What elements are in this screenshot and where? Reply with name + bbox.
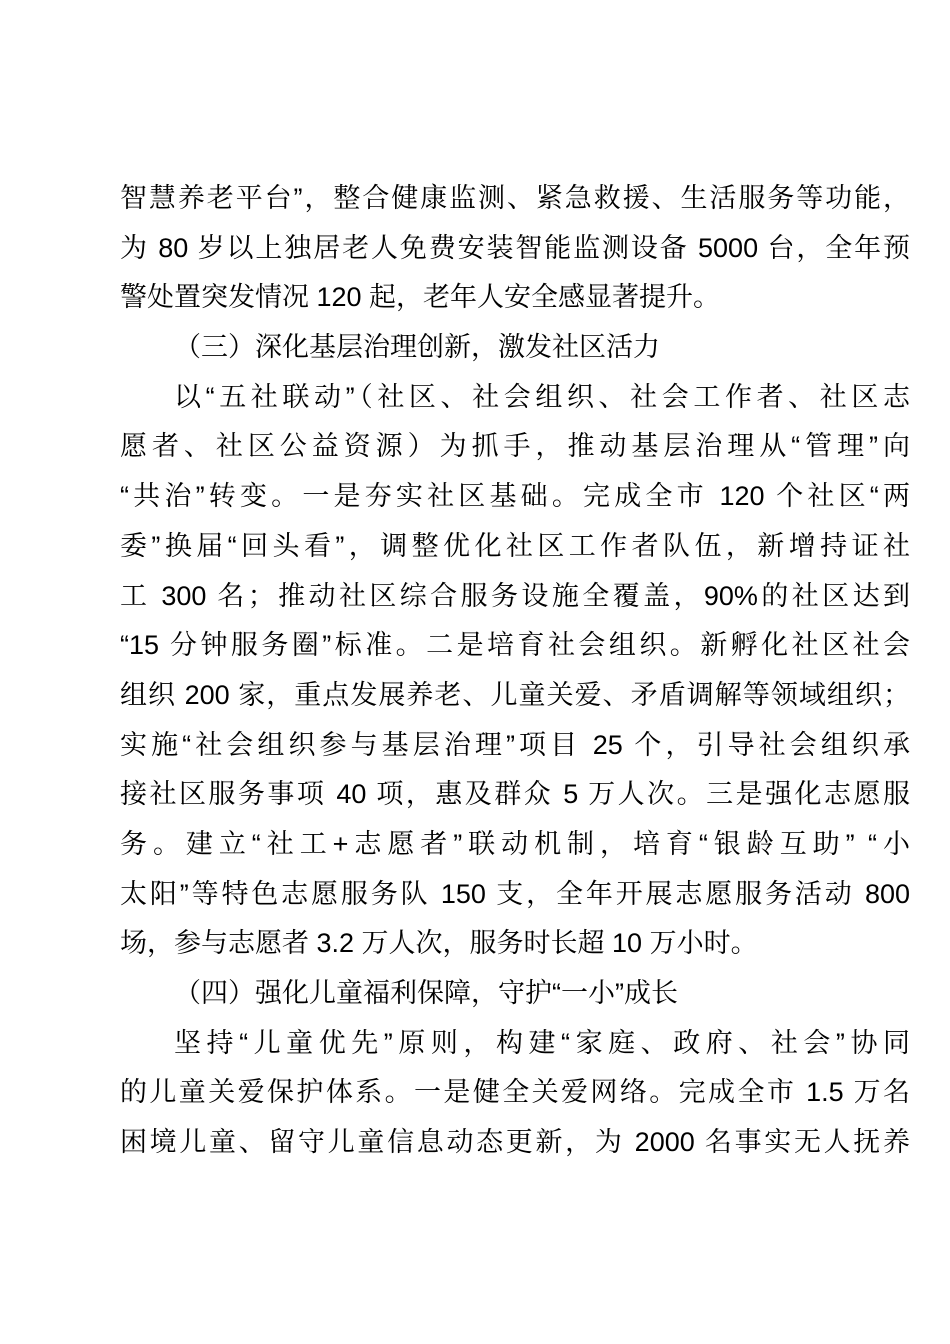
section-heading: （四）强化儿童福利保障，守护“一小”成长: [174, 978, 678, 1008]
text-line: 困境儿童、留守儿童信息动态更新，为 2000 名事实无人抚养: [120, 1127, 910, 1158]
text-line: 警处置突发情况 120 起，老年人安全感显著提升。: [120, 282, 721, 313]
text-line: “共治”转变。一是夯实社区基础。完成全市 120 个社区“两: [120, 481, 910, 512]
text-line: “15 分钟服务圈”标准。二是培育社会组织。新孵化社区社会: [120, 630, 910, 661]
section-heading: （三）深化基层治理创新，激发社区活力: [174, 332, 660, 363]
text-line: 的儿童关爱保护体系。一是健全关爱网络。完成全市 1.5 万名: [120, 1077, 910, 1108]
text-line: 为 80 岁以上独居老人免费安装智能监测设备 5000 台，全年预: [120, 232, 910, 263]
document-body: [120, 174, 910, 1168]
text-line: 愿者、社区公益资源）为抓手，推动基层治理从“管理”向: [120, 431, 910, 462]
text-line: 务。建立“社工+志愿者”联动机制，培育“银龄互助” “小: [120, 828, 910, 859]
text-line: 智慧养老平台”，整合健康监测、紧急救援、生活服务等功能，: [120, 183, 910, 213]
text-line: 接社区服务事项 40 项，惠及群众 5 万人次。三是强化志愿服: [120, 779, 910, 810]
text-line: 坚持“儿童优先”原则，构建“家庭、政府、社会”协同: [174, 1027, 910, 1058]
text-line: 组织 200 家，重点发展养老、儿童关爱、矛盾调解等领域组织；: [120, 679, 910, 710]
text-line: 实施“社会组织参与基层治理”项目 25 个，引导社会组织承: [120, 729, 910, 760]
text-line: 太阳”等特色志愿服务队 150 支，全年开展志愿服务活动 800: [120, 878, 910, 909]
text-line: 以“五社联动”（社区、社会组织、社会工作者、社区志: [174, 381, 910, 412]
text-line: 委”换届“回头看”，调整优化社区工作者队伍，新增持证社: [120, 530, 910, 561]
text-line: 工 300 名；推动社区综合服务设施全覆盖，90%的社区达到: [120, 580, 910, 611]
text-line: 场，参与志愿者 3.2 万人次，服务时长超 10 万小时。: [120, 928, 758, 959]
